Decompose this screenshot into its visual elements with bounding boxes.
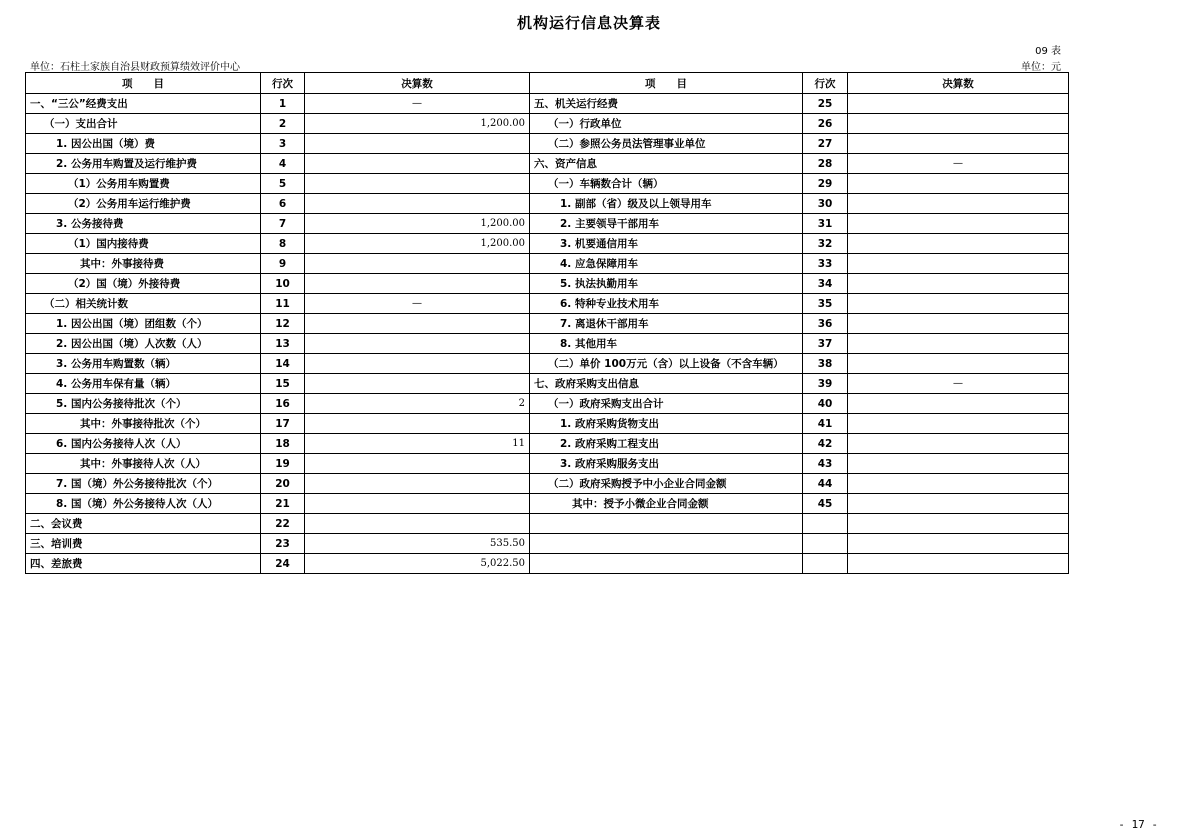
left-item-cell: 2. 公务用车购置及运行维护费 xyxy=(26,154,261,174)
right-line-no-cell: 45 xyxy=(803,494,848,514)
right-item-cell: （一）政府采购支出合计 xyxy=(530,394,803,414)
table-row xyxy=(26,474,1069,494)
left-line-no-cell: 9 xyxy=(261,254,305,274)
header-item-left: 项 目 xyxy=(26,73,261,94)
right-amount-cell xyxy=(848,214,1069,234)
left-amount-cell: 1,200.00 xyxy=(305,114,530,134)
left-line-no-cell: 14 xyxy=(261,354,305,374)
right-amount-cell xyxy=(848,254,1069,274)
left-item-cell: 其中：外事接待批次（个） xyxy=(26,414,261,434)
left-amount-cell: — xyxy=(305,294,530,314)
left-item-cell: 二、会议费 xyxy=(26,514,261,534)
table-row xyxy=(26,374,1069,394)
left-amount-cell xyxy=(305,374,530,394)
right-line-no-cell: 32 xyxy=(803,234,848,254)
left-amount-cell xyxy=(305,194,530,214)
right-amount-cell: — xyxy=(848,154,1069,174)
left-item-cell: （2）公务用车运行维护费 xyxy=(26,194,261,214)
right-amount-cell xyxy=(848,134,1069,154)
right-line-no-cell: 31 xyxy=(803,214,848,234)
header-item-right: 项 目 xyxy=(530,73,803,94)
table-row xyxy=(26,534,1069,554)
right-amount-cell xyxy=(848,454,1069,474)
right-amount-cell xyxy=(848,474,1069,494)
table-row xyxy=(26,194,1069,214)
right-line-no-cell: 28 xyxy=(803,154,848,174)
left-item-cell: （二）相关统计数 xyxy=(26,294,261,314)
right-amount-cell: — xyxy=(848,374,1069,394)
left-line-no-cell: 8 xyxy=(261,234,305,254)
right-item-cell: 五、机关运行经费 xyxy=(530,94,803,114)
right-item-cell: 其中：授予小微企业合同金额 xyxy=(530,494,803,514)
left-item-cell: 8. 国（境）外公务接待人次（人） xyxy=(26,494,261,514)
right-amount-cell xyxy=(848,114,1069,134)
table-row xyxy=(26,94,1069,114)
page-title: 机构运行信息决算表 xyxy=(516,14,661,32)
right-line-no-cell: 44 xyxy=(803,474,848,494)
table-row xyxy=(26,114,1069,134)
left-line-no-cell: 11 xyxy=(261,294,305,314)
right-item-cell: 7. 离退休干部用车 xyxy=(530,314,803,334)
right-item-cell: 3. 机要通信用车 xyxy=(530,234,803,254)
right-line-no-cell: 26 xyxy=(803,114,848,134)
left-item-cell: 2. 因公出国（境）人次数（人） xyxy=(26,334,261,354)
right-item-cell: （二）政府采购授予中小企业合同金额 xyxy=(530,474,803,494)
right-line-no-cell: 39 xyxy=(803,374,848,394)
left-line-no-cell: 10 xyxy=(261,274,305,294)
right-line-no-cell: 27 xyxy=(803,134,848,154)
right-item-cell xyxy=(530,514,803,534)
right-line-no-cell: 25 xyxy=(803,94,848,114)
table-row xyxy=(26,254,1069,274)
table-row xyxy=(26,294,1069,314)
currency-unit: 单位：元 xyxy=(1021,62,1061,73)
left-amount-cell: 2 xyxy=(305,394,530,414)
left-amount-cell: — xyxy=(305,94,530,114)
left-amount-cell: 1,200.00 xyxy=(305,214,530,234)
left-line-no-cell: 19 xyxy=(261,454,305,474)
right-item-cell: 6. 特种专业技术用车 xyxy=(530,294,803,314)
table-row xyxy=(26,414,1069,434)
right-amount-cell xyxy=(848,334,1069,354)
right-line-no-cell: 40 xyxy=(803,394,848,414)
table-row xyxy=(26,214,1069,234)
right-item-cell: 1. 副部（省）级及以上领导用车 xyxy=(530,194,803,214)
table-row xyxy=(26,314,1069,334)
left-line-no-cell: 13 xyxy=(261,334,305,354)
left-line-no-cell: 24 xyxy=(261,554,305,574)
left-line-no-cell: 16 xyxy=(261,394,305,414)
right-line-no-cell: 38 xyxy=(803,354,848,374)
table-row xyxy=(26,174,1069,194)
left-item-cell: （1）国内接待费 xyxy=(26,234,261,254)
left-item-cell: 5. 国内公务接待批次（个） xyxy=(26,394,261,414)
right-item-cell: 2. 主要领导干部用车 xyxy=(530,214,803,234)
right-line-no-cell: 30 xyxy=(803,194,848,214)
right-item-cell: （二）单价 100万元（含）以上设备（不含车辆） xyxy=(530,354,803,374)
left-item-cell: 一、“三公”经费支出 xyxy=(26,94,261,114)
right-line-no-cell: 35 xyxy=(803,294,848,314)
right-item-cell: 4. 应急保障用车 xyxy=(530,254,803,274)
right-amount-cell xyxy=(848,394,1069,414)
right-line-no-cell: 34 xyxy=(803,274,848,294)
right-amount-cell xyxy=(848,434,1069,454)
header-line-left: 行次 xyxy=(261,73,305,94)
left-line-no-cell: 22 xyxy=(261,514,305,534)
right-item-cell: 七、政府采购支出信息 xyxy=(530,374,803,394)
left-line-no-cell: 21 xyxy=(261,494,305,514)
left-line-no-cell: 20 xyxy=(261,474,305,494)
left-item-cell: 其中：外事接待费 xyxy=(26,254,261,274)
reporting-unit: 单位：石柱土家族自治县财政预算绩效评价中心 xyxy=(30,62,240,73)
form-number: 09 表 xyxy=(1035,46,1061,57)
left-item-cell: 其中：外事接待人次（人） xyxy=(26,454,261,474)
right-amount-cell xyxy=(848,274,1069,294)
table-row xyxy=(26,274,1069,294)
left-item-cell: 1. 因公出国（境）费 xyxy=(26,134,261,154)
left-line-no-cell: 23 xyxy=(261,534,305,554)
left-amount-cell: 5,022.50 xyxy=(305,554,530,574)
page-number: - 17 - xyxy=(1118,818,1158,831)
left-item-cell: 三、培训费 xyxy=(26,534,261,554)
left-item-cell: 1. 因公出国（境）团组数（个） xyxy=(26,314,261,334)
table-row xyxy=(26,434,1069,454)
table-row xyxy=(26,354,1069,374)
left-amount-cell xyxy=(305,514,530,534)
left-line-no-cell: 12 xyxy=(261,314,305,334)
left-amount-cell xyxy=(305,254,530,274)
right-item-cell xyxy=(530,534,803,554)
table-row xyxy=(26,494,1069,514)
left-amount-cell xyxy=(305,354,530,374)
right-item-cell xyxy=(530,554,803,574)
right-item-cell: （二）参照公务员法管理事业单位 xyxy=(530,134,803,154)
right-amount-cell xyxy=(848,234,1069,254)
left-amount-cell xyxy=(305,334,530,354)
right-amount-cell xyxy=(848,494,1069,514)
right-line-no-cell: 41 xyxy=(803,414,848,434)
right-item-cell: （一）车辆数合计（辆） xyxy=(530,174,803,194)
table-row xyxy=(26,334,1069,354)
left-line-no-cell: 18 xyxy=(261,434,305,454)
right-amount-cell xyxy=(848,174,1069,194)
right-amount-cell xyxy=(848,314,1069,334)
right-line-no-cell: 33 xyxy=(803,254,848,274)
right-amount-cell xyxy=(848,294,1069,314)
left-item-cell: 7. 国（境）外公务接待批次（个） xyxy=(26,474,261,494)
right-line-no-cell: 29 xyxy=(803,174,848,194)
right-amount-cell xyxy=(848,554,1069,574)
left-amount-cell: 11 xyxy=(305,434,530,454)
right-item-cell: （一）行政单位 xyxy=(530,114,803,134)
left-line-no-cell: 2 xyxy=(261,114,305,134)
right-line-no-cell: 43 xyxy=(803,454,848,474)
left-line-no-cell: 15 xyxy=(261,374,305,394)
left-amount-cell xyxy=(305,494,530,514)
right-line-no-cell xyxy=(803,534,848,554)
left-amount-cell xyxy=(305,174,530,194)
left-item-cell: （2）国（境）外接待费 xyxy=(26,274,261,294)
right-amount-cell xyxy=(848,514,1069,534)
left-line-no-cell: 6 xyxy=(261,194,305,214)
left-item-cell: （一）支出合计 xyxy=(26,114,261,134)
right-item-cell: 2. 政府采购工程支出 xyxy=(530,434,803,454)
left-amount-cell: 535.50 xyxy=(305,534,530,554)
right-amount-cell xyxy=(848,534,1069,554)
right-line-no-cell: 36 xyxy=(803,314,848,334)
right-amount-cell xyxy=(848,354,1069,374)
right-item-cell: 5. 执法执勤用车 xyxy=(530,274,803,294)
left-line-no-cell: 7 xyxy=(261,214,305,234)
left-amount-cell: 1,200.00 xyxy=(305,234,530,254)
left-line-no-cell: 1 xyxy=(261,94,305,114)
table-row xyxy=(26,554,1069,574)
left-line-no-cell: 17 xyxy=(261,414,305,434)
left-amount-cell xyxy=(305,154,530,174)
left-amount-cell xyxy=(305,134,530,154)
left-item-cell: 3. 公务用车购置数（辆） xyxy=(26,354,261,374)
left-amount-cell xyxy=(305,454,530,474)
left-amount-cell xyxy=(305,414,530,434)
right-item-cell: 六、资产信息 xyxy=(530,154,803,174)
right-amount-cell xyxy=(848,194,1069,214)
left-amount-cell xyxy=(305,474,530,494)
left-item-cell: 3. 公务接待费 xyxy=(26,214,261,234)
left-line-no-cell: 5 xyxy=(261,174,305,194)
left-item-cell: 6. 国内公务接待人次（人） xyxy=(26,434,261,454)
right-line-no-cell: 37 xyxy=(803,334,848,354)
left-line-no-cell: 3 xyxy=(261,134,305,154)
table-row xyxy=(26,454,1069,474)
left-line-no-cell: 4 xyxy=(261,154,305,174)
info-table xyxy=(25,72,1069,574)
right-line-no-cell: 42 xyxy=(803,434,848,454)
right-item-cell: 3. 政府采购服务支出 xyxy=(530,454,803,474)
left-amount-cell xyxy=(305,314,530,334)
right-item-cell: 8. 其他用车 xyxy=(530,334,803,354)
header-line-right: 行次 xyxy=(803,73,848,94)
left-item-cell: （1）公务用车购置费 xyxy=(26,174,261,194)
left-item-cell: 四、差旅费 xyxy=(26,554,261,574)
left-item-cell: 4. 公务用车保有量（辆） xyxy=(26,374,261,394)
header-amount-left: 决算数 xyxy=(305,73,530,94)
right-amount-cell xyxy=(848,414,1069,434)
table-row xyxy=(26,234,1069,254)
right-amount-cell xyxy=(848,94,1069,114)
table-row xyxy=(26,154,1069,174)
table-row xyxy=(26,134,1069,154)
right-item-cell: 1. 政府采购货物支出 xyxy=(530,414,803,434)
table-header-row xyxy=(26,73,1069,94)
table-row xyxy=(26,394,1069,414)
left-amount-cell xyxy=(305,274,530,294)
right-line-no-cell xyxy=(803,514,848,534)
table-row xyxy=(26,514,1069,534)
header-amount-right: 决算数 xyxy=(848,73,1069,94)
right-line-no-cell xyxy=(803,554,848,574)
